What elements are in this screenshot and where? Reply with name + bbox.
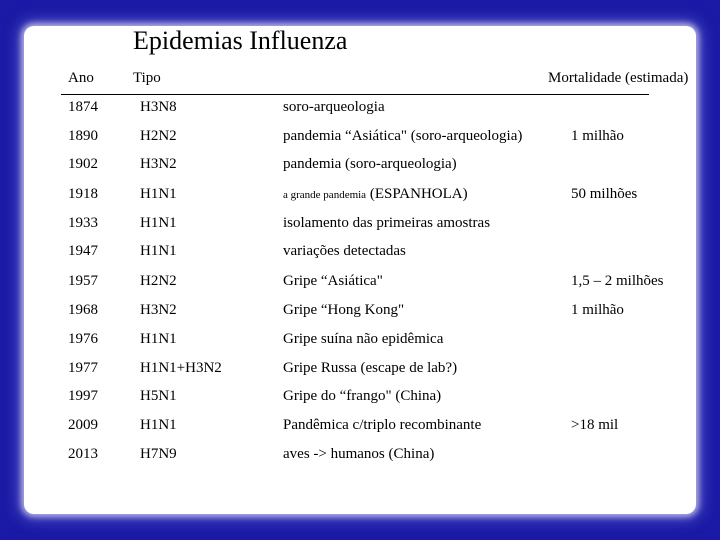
table-row: [0, 357, 720, 379]
cell-desc: [283, 183, 468, 206]
table-row: [0, 125, 720, 147]
cell-mortalidade: 1 milhão: [571, 128, 624, 144]
cell-tipo: H2N2: [140, 273, 177, 289]
cell-tipo: H7N9: [140, 446, 177, 462]
cell-desc: isolamento das primeiras amostras: [283, 215, 491, 231]
cell-ano: 1947: [68, 243, 98, 259]
header-rule: [61, 94, 649, 95]
cell-ano: 1902: [68, 156, 98, 172]
table-row: [0, 443, 720, 465]
cell-mortalidade: >18 mil: [571, 417, 619, 433]
cell-desc: soro-arqueologia: [283, 99, 385, 115]
page-title: Epidemias Influenza: [133, 26, 348, 55]
cell-ano: 1976: [68, 331, 98, 347]
cell-desc: Gripe do “frango" (China): [283, 388, 442, 404]
table-row: [0, 183, 720, 205]
header-tipo: Tipo: [133, 70, 161, 86]
cell-tipo: H1N1: [140, 417, 177, 433]
cell-ano: 1997: [68, 388, 98, 404]
cell-ano: 1918: [68, 186, 98, 202]
cell-tipo: H3N8: [140, 99, 177, 115]
cell-desc: Pandêmica c/triplo recombinante: [283, 417, 482, 433]
cell-desc-main: (ESPANHOLA): [369, 186, 468, 202]
table-row: [0, 96, 720, 118]
cell-tipo: H3N2: [140, 302, 177, 318]
cell-desc: Gripe “Asiática": [283, 273, 383, 289]
cell-ano: 1977: [68, 360, 98, 376]
cell-ano: 2013: [68, 446, 98, 462]
table-row: [0, 270, 720, 292]
cell-desc: Gripe suína não epidêmica: [283, 331, 444, 347]
cell-mortalidade: 50 milhões: [571, 186, 638, 202]
cell-tipo: H3N2: [140, 156, 177, 172]
cell-tipo: H1N1+H3N2: [140, 360, 222, 376]
cell-desc-prefix: a grande pandemia: [283, 189, 367, 201]
cell-desc: Gripe Russa (escape de lab?): [283, 360, 458, 376]
cell-desc: pandemia (soro-arqueologia): [283, 156, 457, 172]
header-mortalidade: Mortalidade (estimada): [548, 70, 689, 86]
table-row: [0, 299, 720, 321]
cell-tipo: H1N1: [140, 243, 177, 259]
cell-tipo: H1N1: [140, 215, 177, 231]
cell-desc: aves -> humanos (China): [283, 446, 435, 462]
cell-ano: 2009: [68, 417, 98, 433]
cell-tipo: H1N1: [140, 331, 177, 347]
table-row: [0, 212, 720, 234]
cell-tipo: H1N1: [140, 186, 177, 202]
cell-mortalidade: 1 milhão: [571, 302, 624, 318]
table-row: [0, 153, 720, 175]
cell-desc: variações detectadas: [283, 243, 406, 259]
cell-tipo: H2N2: [140, 128, 177, 144]
cell-ano: 1874: [68, 99, 98, 115]
cell-desc: Gripe “Hong Kong": [283, 302, 405, 318]
cell-ano: 1957: [68, 273, 98, 289]
header-ano: Ano: [68, 70, 94, 86]
cell-mortalidade: 1,5 – 2 milhões: [571, 273, 664, 289]
cell-ano: 1890: [68, 128, 98, 144]
cell-tipo: H5N1: [140, 388, 177, 404]
cell-desc: pandemia “Asiática" (soro-arqueologia): [283, 128, 523, 144]
table-row: [0, 240, 720, 262]
table-row: [0, 414, 720, 436]
table-row: [0, 385, 720, 407]
cell-ano: 1968: [68, 302, 98, 318]
table-row: [0, 328, 720, 350]
cell-ano: 1933: [68, 215, 98, 231]
